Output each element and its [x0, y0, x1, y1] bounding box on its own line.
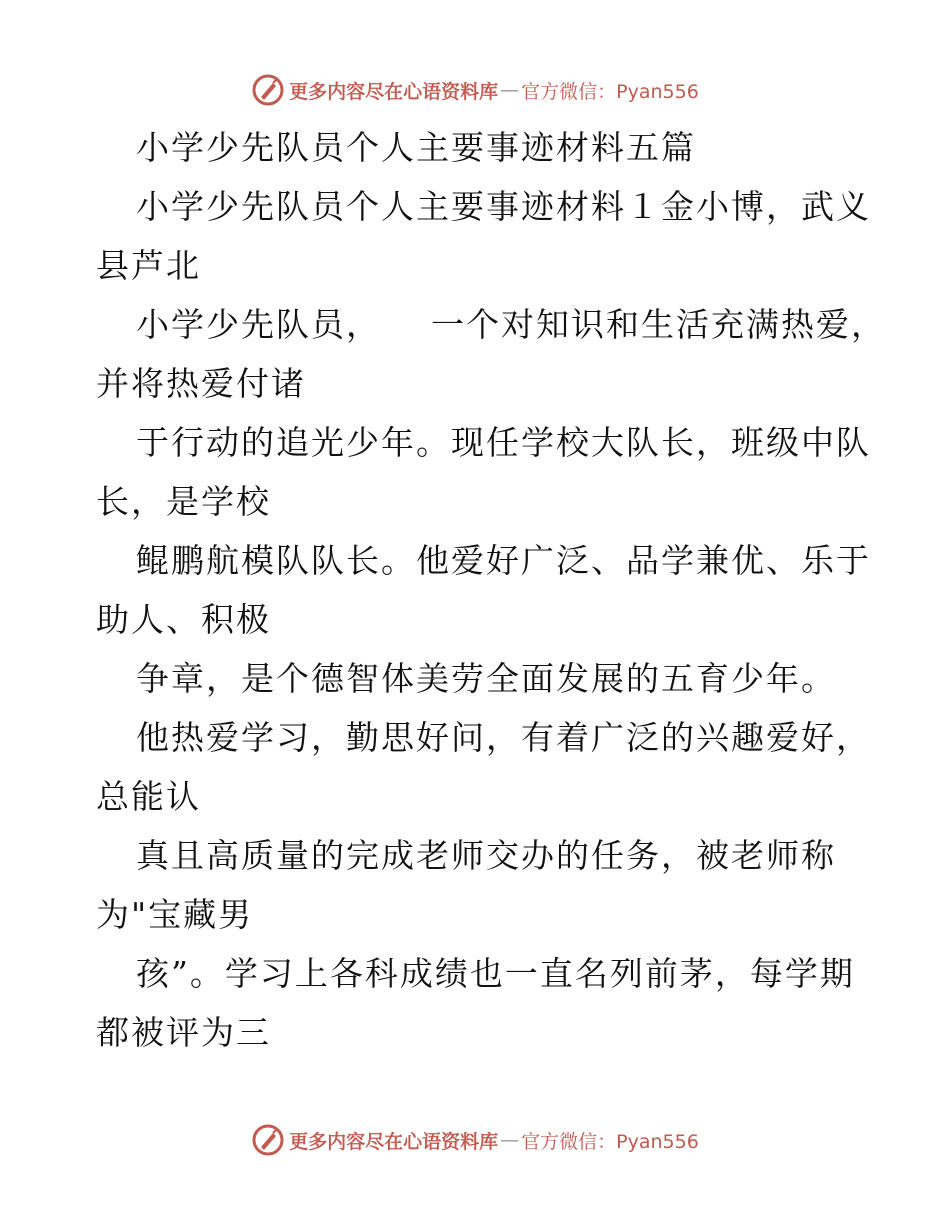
doc-line: 都被评为三	[96, 1013, 271, 1052]
doc-line: 长，是学校	[96, 482, 271, 521]
header-banner	[0, 70, 950, 110]
doc-line: 助人、积极	[96, 600, 271, 639]
banner-dash: —	[500, 1129, 520, 1151]
pen-logo-icon	[251, 73, 285, 107]
doc-line: 鲲鹏航模队队长。他爱好广泛、品学兼优、乐于	[136, 541, 871, 580]
doc-line: 孩”。学习上各科成绩也一直名列前茅，每学期	[136, 954, 855, 993]
banner-wechat: 官方微信：Pyan556	[521, 80, 699, 103]
doc-line: 小学少先队员， 一个对知识和生活充满热爱，	[136, 305, 886, 344]
banner-brand: 更多内容尽在心语资料库	[289, 1130, 499, 1153]
doc-line: 为"宝藏男	[96, 895, 254, 934]
pen-logo-icon	[251, 1123, 285, 1157]
doc-line: 他热爱学习，勤思好问，有着广泛的兴趣爱好，	[136, 718, 871, 757]
doc-line: 真且高质量的完成老师交办的任务，被老师称	[136, 836, 836, 875]
doc-line: 于行动的追光少年。现任学校大队长，班级中队	[136, 423, 871, 462]
doc-line: 小学少先队员个人主要事迹材料１金小博，武义	[136, 187, 871, 226]
doc-line: 争章，是个德智体美劳全面发展的五育少年。	[136, 659, 836, 698]
banner-brand: 更多内容尽在心语资料库	[289, 80, 499, 103]
doc-line: 总能认	[96, 777, 201, 816]
doc-title: 小学少先队员个人主要事迹材料五篇	[136, 128, 696, 167]
doc-line: 并将热爱付诸	[96, 364, 306, 403]
document-body	[96, 118, 886, 1062]
doc-line: 县芦北	[96, 246, 201, 285]
banner-wechat: 官方微信：Pyan556	[521, 1130, 699, 1153]
banner-dash: —	[500, 79, 520, 101]
footer-banner	[0, 1120, 950, 1160]
